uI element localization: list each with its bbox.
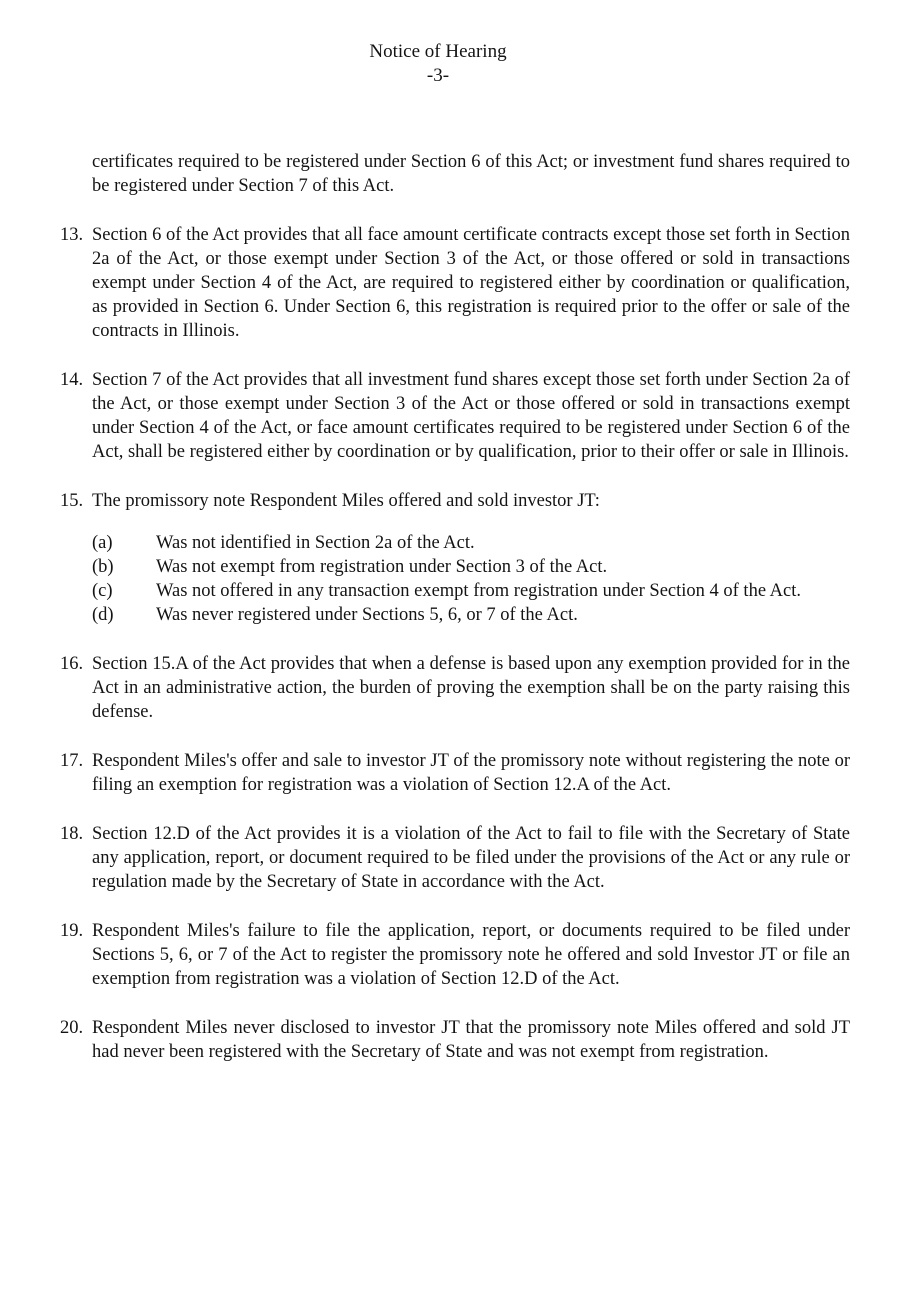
numbered-item-14 [60,368,850,464]
sub-item-label: (b) [92,557,114,577]
sub-item-c [92,579,850,603]
numbered-item-15 [60,489,850,627]
item-text: Section 12.D of the Act provides it is a violation of the Act to fail to file with the Secretary of State any application, report, or document required to be filed under the provisions of the Act or any rule or regulation made by the Secretary of State in accordance with the Act. [92,824,850,892]
item-text: Respondent Miles's offer and sale to investor JT of the promissory note without registering the note or filing an exemption for registration was a violation of Section 12.A of the Act. [92,751,850,795]
item-content [92,489,850,627]
sub-item-a [92,531,850,555]
sub-list [92,531,850,627]
numbered-item-13 [60,223,850,343]
sub-item-text: Was not identified in Section 2a of the Act. [156,533,475,553]
sub-item-d [92,603,850,627]
sub-item-label: (c) [92,581,113,601]
sub-item-b [92,555,850,579]
document-body [60,150,850,1064]
sub-item-label: (d) [92,605,114,625]
item-number: 19. [60,921,84,941]
item-number: 15. [60,491,84,511]
numbered-item-17 [60,749,850,797]
item-number: 14. [60,370,84,390]
numbered-item-16 [60,652,850,724]
page-header [0,40,876,88]
item-number: 20. [60,1018,84,1038]
item-number: 16. [60,654,84,674]
numbered-item-20 [60,1016,850,1064]
item-text: Respondent Miles's failure to file the application, report, or documents required to be filed under Sections 5, 6, or 7 of the Act to register the promissory note he offered and sold Investor JT or file an exemption from registration was a violation of Section 12.D of the Act. [92,921,850,989]
sub-item-label: (a) [92,533,113,553]
item-text: Section 7 of the Act provides that all investment fund shares except those set forth under Section 2a of the Act, or those exempt under Section 3 of the Act or those offered or sold in transactions exempt under Section 4 of the Act, or face amount certificates required to be registered under Section 6 of the Act, shall be registered either by coordination or by qualification, prior to their offer or sale in Illinois. [92,370,850,462]
sub-item-text: Was not exempt from registration under Section 3 of the Act. [156,557,608,577]
item-text: Respondent Miles never disclosed to investor JT that the promissory note Miles offered and sold JT had never been registered with the Secretary of State and was not exempt from registration. [92,1018,850,1062]
numbered-item-18 [60,822,850,894]
item-text: Section 6 of the Act provides that all face amount certificate contracts except those set forth in Section 2a of the Act, or those exempt under Section 3 of the Act, or those offered or sold in transactions exempt under Section 4 of the Act, are required to registered either by coordination or qualification, as provided in Section 6. Under Section 6, this registration is required prior to the offer or sale of the contracts in Illinois. [92,225,850,341]
item-text: The promissory note Respondent Miles offered and sold investor JT: [92,491,600,511]
sub-item-text: Was never registered under Sections 5, 6, or 7 of the Act. [156,605,578,625]
item-number: 13. [60,225,84,245]
numbered-item-19 [60,919,850,991]
page-number: -3- [426,65,450,86]
sub-item-text: Was not offered in any transaction exempt from registration under Section 4 of the Act. [156,581,801,601]
item-number: 18. [60,824,84,844]
item-text: Section 15.A of the Act provides that when a defense is based upon any exemption provided for in the Act in an administrative action, the burden of proving the exemption shall be on the party raising this defense. [92,654,850,722]
document-title: Notice of Hearing [369,41,507,62]
item-number: 17. [60,751,84,771]
continuation-paragraph: certificates required to be registered under Section 6 of this Act; or investment fund shares required to be registered under Section 7 of this Act. [92,152,850,196]
